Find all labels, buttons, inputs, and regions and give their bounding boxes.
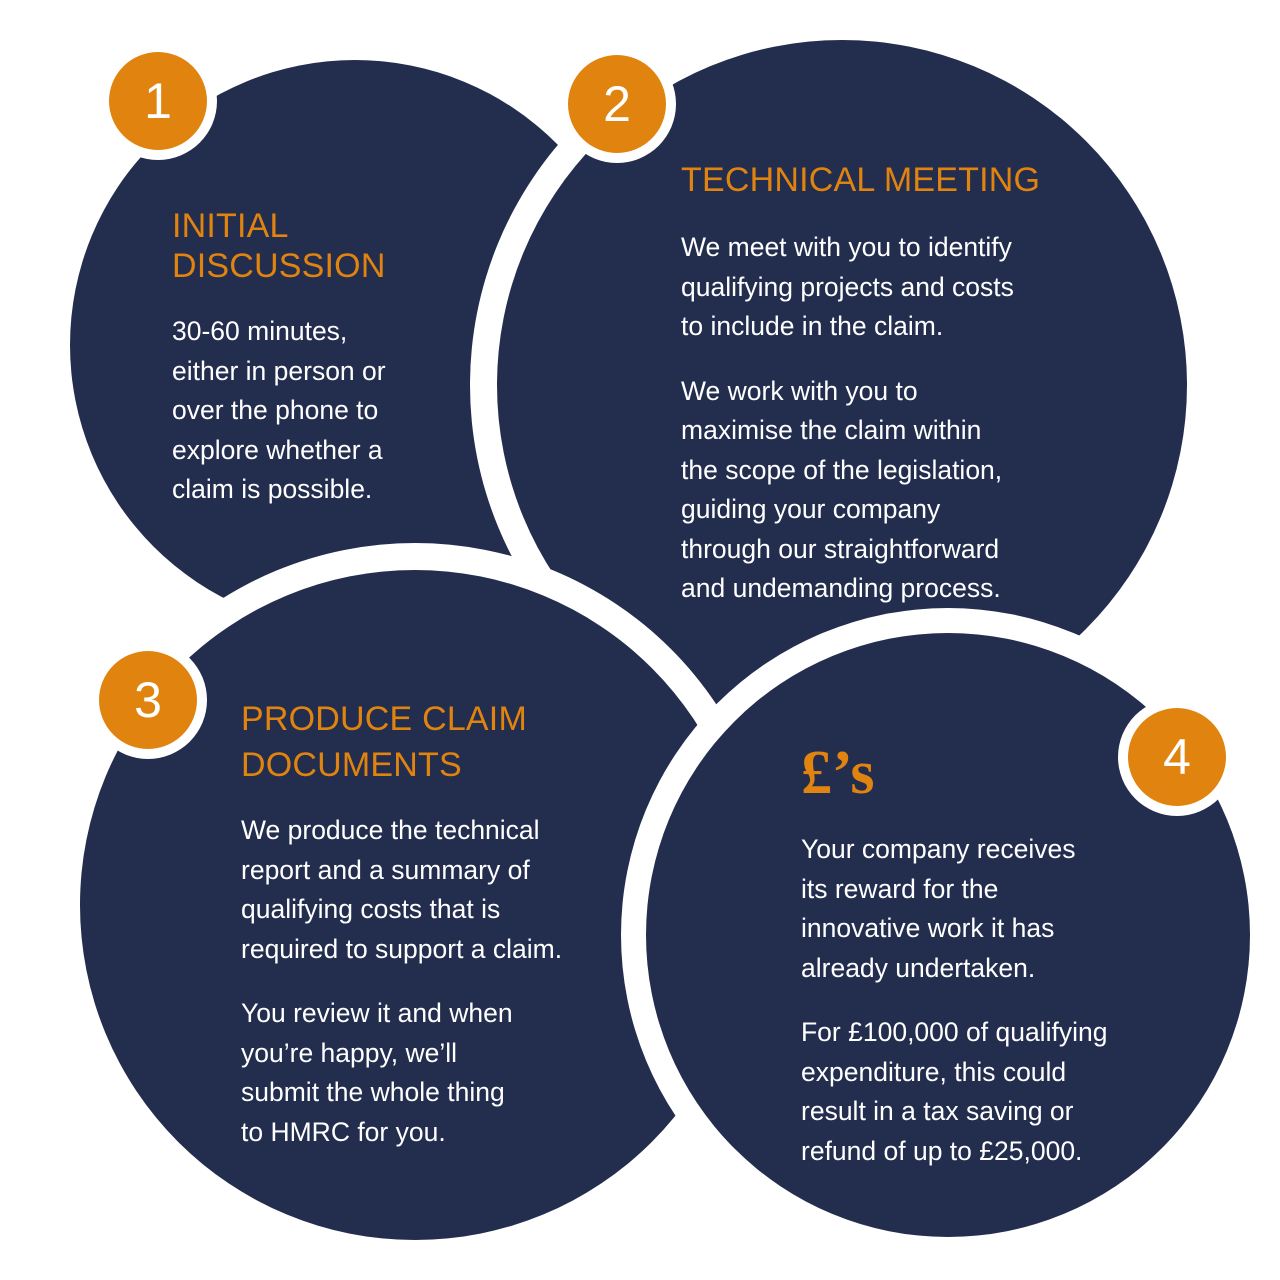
step-2-number: 2 xyxy=(603,76,631,132)
step-3-paragraph-2: You review it and when you’re happy, we’ll submit the whole thing to HMRC for you. xyxy=(241,998,513,1147)
step-4-paragraph-2: For £100,000 of qualifying expenditure, this could result in a tax saving or refund of up to £25,000. xyxy=(801,1017,1108,1166)
step-1-number: 1 xyxy=(144,73,172,129)
step-3-title: PRODUCE CLAIM DOCUMENTS xyxy=(241,700,527,784)
step-2-title: TECHNICAL MEETING xyxy=(681,161,1041,199)
step-1-title: INITIAL DISCUSSION xyxy=(172,207,386,285)
step-3-content xyxy=(241,696,641,1152)
step-3-paragraph-1: We produce the technical report and a summary of qualifying costs that is required to support a claim. xyxy=(241,815,563,964)
step-4-paragraph-1: Your company receives its reward for the innovative work it has already undertaken. xyxy=(801,834,1076,983)
step-2-paragraph-2: We work with you to maximise the claim within the scope of the legislation, guiding your company through our straightforward and undemanding process. xyxy=(681,375,1003,603)
step-4-number: 4 xyxy=(1163,729,1191,785)
step-1-paragraph-1: 30-60 minutes, either in person or over the phone to explore whether a claim is possible. xyxy=(172,316,386,504)
step-2-content xyxy=(681,160,1101,609)
step-3-number: 3 xyxy=(134,672,162,728)
step-1-content xyxy=(172,206,472,510)
step-4-content xyxy=(801,739,1181,1171)
step-4-title: £’s xyxy=(801,739,875,807)
step-2-paragraph-1: We meet with you to identify qualifying projects and costs to include in the claim. xyxy=(681,232,1014,341)
